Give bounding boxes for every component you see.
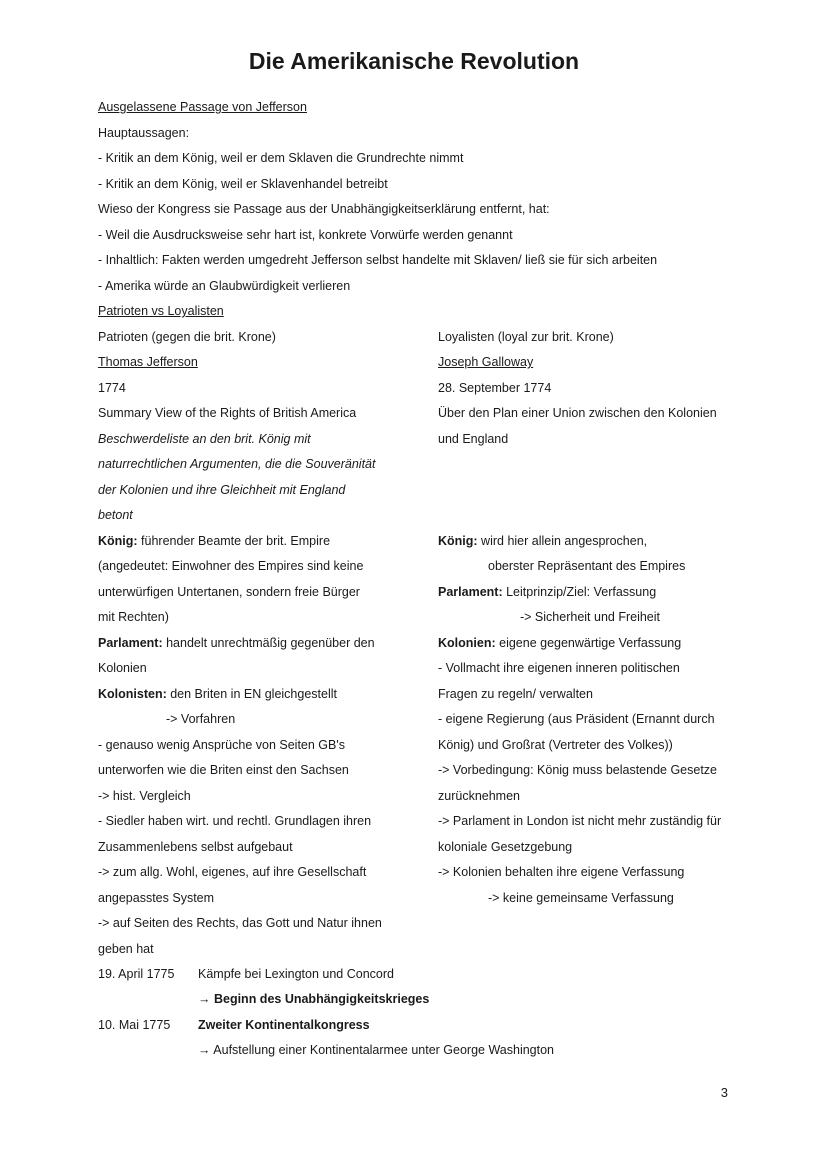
right-rest-4: König) und Großrat (Vertreter des Volkes)) <box>438 738 673 752</box>
left-summary-3: der Kolonien und ihre Gleichheit mit England <box>98 483 346 497</box>
reason-1: - Weil die Ausdrucksweise sehr hart ist, konkrete Vorwürfe werden genannt <box>98 228 513 242</box>
left-koenig-more-2: unterwürfigen Untertanen, sondern freie Bürger <box>98 585 360 599</box>
right-koenig-more: oberster Repräsentant des Empires <box>488 559 686 573</box>
right-work-2: und England <box>438 432 509 446</box>
page-number: 3 <box>720 1085 728 1100</box>
left-summary-4: betont <box>98 508 133 522</box>
left-rest-3: -> hist. Vergleich <box>98 789 191 803</box>
right-rest-1: - Vollmacht ihre eigenen inneren politischen <box>438 661 680 675</box>
left-rest-2: unterworfen wie die Briten einst den Sachsen <box>98 763 349 777</box>
right-rest-2: Fragen zu regeln/ verwalten <box>438 687 593 701</box>
right-rest-3: - eigene Regierung (aus Präsident (Ernannt durch <box>438 712 715 726</box>
left-kolonisten-text: den Briten in EN gleichgestellt <box>166 687 337 701</box>
left-parlament-label: Parlament: <box>98 636 163 650</box>
left-group: Patrioten (gegen die brit. Krone) <box>98 330 276 344</box>
left-rest-9: geben hat <box>98 942 154 956</box>
right-parlament <box>438 583 656 601</box>
right-work-1: Über den Plan einer Union zwischen den Kolonien <box>438 406 717 420</box>
right-person: Joseph Galloway <box>438 355 534 369</box>
right-parlament-text: Leitprinzip/Ziel: Verfassung <box>502 585 657 599</box>
point-2: - Kritik an dem König, weil er Sklavenhandel betreibt <box>98 177 388 191</box>
left-rest-7: angepasstes System <box>98 891 215 905</box>
right-koenig <box>438 532 647 550</box>
right-rest-9: -> Kolonien behalten ihre eigene Verfassung <box>438 865 685 879</box>
left-rest-6: -> zum allg. Wohl, eigenes, auf ihre Gesellschaft <box>98 865 367 879</box>
section-heading-passage: Ausgelassene Passage von Jefferson <box>98 100 307 114</box>
left-koenig <box>98 532 330 550</box>
left-person: Thomas Jefferson <box>98 355 198 369</box>
left-parlament-more: Kolonien <box>98 661 147 675</box>
section-heading-patrioten: Patrioten vs Loyalisten <box>98 304 224 318</box>
right-parlament-label: Parlament: <box>438 585 503 599</box>
left-vorfahren: -> Vorfahren <box>166 712 236 726</box>
left-koenig-text: führender Beamte der brit. Empire <box>137 534 331 548</box>
timeline-follow-2: → Aufstellung einer Kontinentalarmee unter George Washington <box>198 1043 554 1057</box>
right-kolonien-label: Kolonien: <box>438 636 496 650</box>
reason-3: - Amerika würde an Glaubwürdigkeit verlieren <box>98 279 351 293</box>
left-work: Summary View of the Rights of British America <box>98 406 357 420</box>
right-koenig-label: König: <box>438 534 478 548</box>
left-date: 1774 <box>98 381 126 395</box>
left-rest-4: - Siedler haben wirt. und rechtl. Grundlagen ihren <box>98 814 372 828</box>
reason-2: - Inhaltlich: Fakten werden umgedreht Jefferson selbst handelte mit Sklaven/ ließ sie für sich arbeiten <box>98 253 658 267</box>
right-kolonien <box>438 634 681 652</box>
timeline-date-2: 10. Mai 1775 <box>98 1018 171 1032</box>
right-group: Loyalisten (loyal zur brit. Krone) <box>438 330 614 344</box>
page-title: Die Amerikanische Revolution <box>248 48 580 74</box>
left-parlament <box>98 634 375 652</box>
right-date: 28. September 1774 <box>438 381 552 395</box>
left-kolonisten-label: Kolonisten: <box>98 687 167 701</box>
point-1: - Kritik an dem König, weil er dem Sklaven die Grundrechte nimmt <box>98 151 464 165</box>
left-kolonisten <box>98 685 337 703</box>
left-koenig-more-3: mit Rechten) <box>98 610 169 624</box>
timeline-text-1: Kämpfe bei Lexington und Concord <box>198 967 394 981</box>
left-parlament-text: handelt unrechtmäßig gegenüber den <box>162 636 375 650</box>
left-rest-5: Zusammenlebens selbst aufgebaut <box>98 840 293 854</box>
right-last: -> keine gemeinsame Verfassung <box>488 891 674 905</box>
right-rest-7: -> Parlament in London ist nicht mehr zuständig für <box>438 814 722 828</box>
question-line: Wieso der Kongress sie Passage aus der Unabhängigkeitserklärung entfernt, hat: <box>98 202 550 216</box>
timeline-date-1: 19. April 1775 <box>98 967 175 981</box>
left-summary-1: Beschwerdeliste an den brit. König mit <box>98 432 311 446</box>
left-summary-2: naturrechtlichen Argumenten, die die Souveränität <box>98 457 376 471</box>
right-kolonien-text: eigene gegenwärtige Verfassung <box>495 636 682 650</box>
left-koenig-label: König: <box>98 534 138 548</box>
hauptaussagen-label: Hauptaussagen: <box>98 126 190 140</box>
right-koenig-text: wird hier allein angesprochen, <box>477 534 648 548</box>
right-rest-5: -> Vorbedingung: König muss belastende Gesetze <box>438 763 718 777</box>
right-rest-8: koloniale Gesetzgebung <box>438 840 573 854</box>
right-rest-6: zurücknehmen <box>438 789 520 803</box>
timeline-text-2: Zweiter Kontinentalkongress <box>198 1018 370 1032</box>
left-rest-8: -> auf Seiten des Rechts, das Gott und Natur ihnen <box>98 916 382 930</box>
right-parlament-more: -> Sicherheit und Freiheit <box>520 610 661 624</box>
timeline-follow-1: → Beginn des Unabhängigkeitskrieges <box>198 992 430 1006</box>
left-koenig-more-1: (angedeutet: Einwohner des Empires sind keine <box>98 559 364 573</box>
left-rest-1: - genauso wenig Ansprüche von Seiten GB's <box>98 738 345 752</box>
